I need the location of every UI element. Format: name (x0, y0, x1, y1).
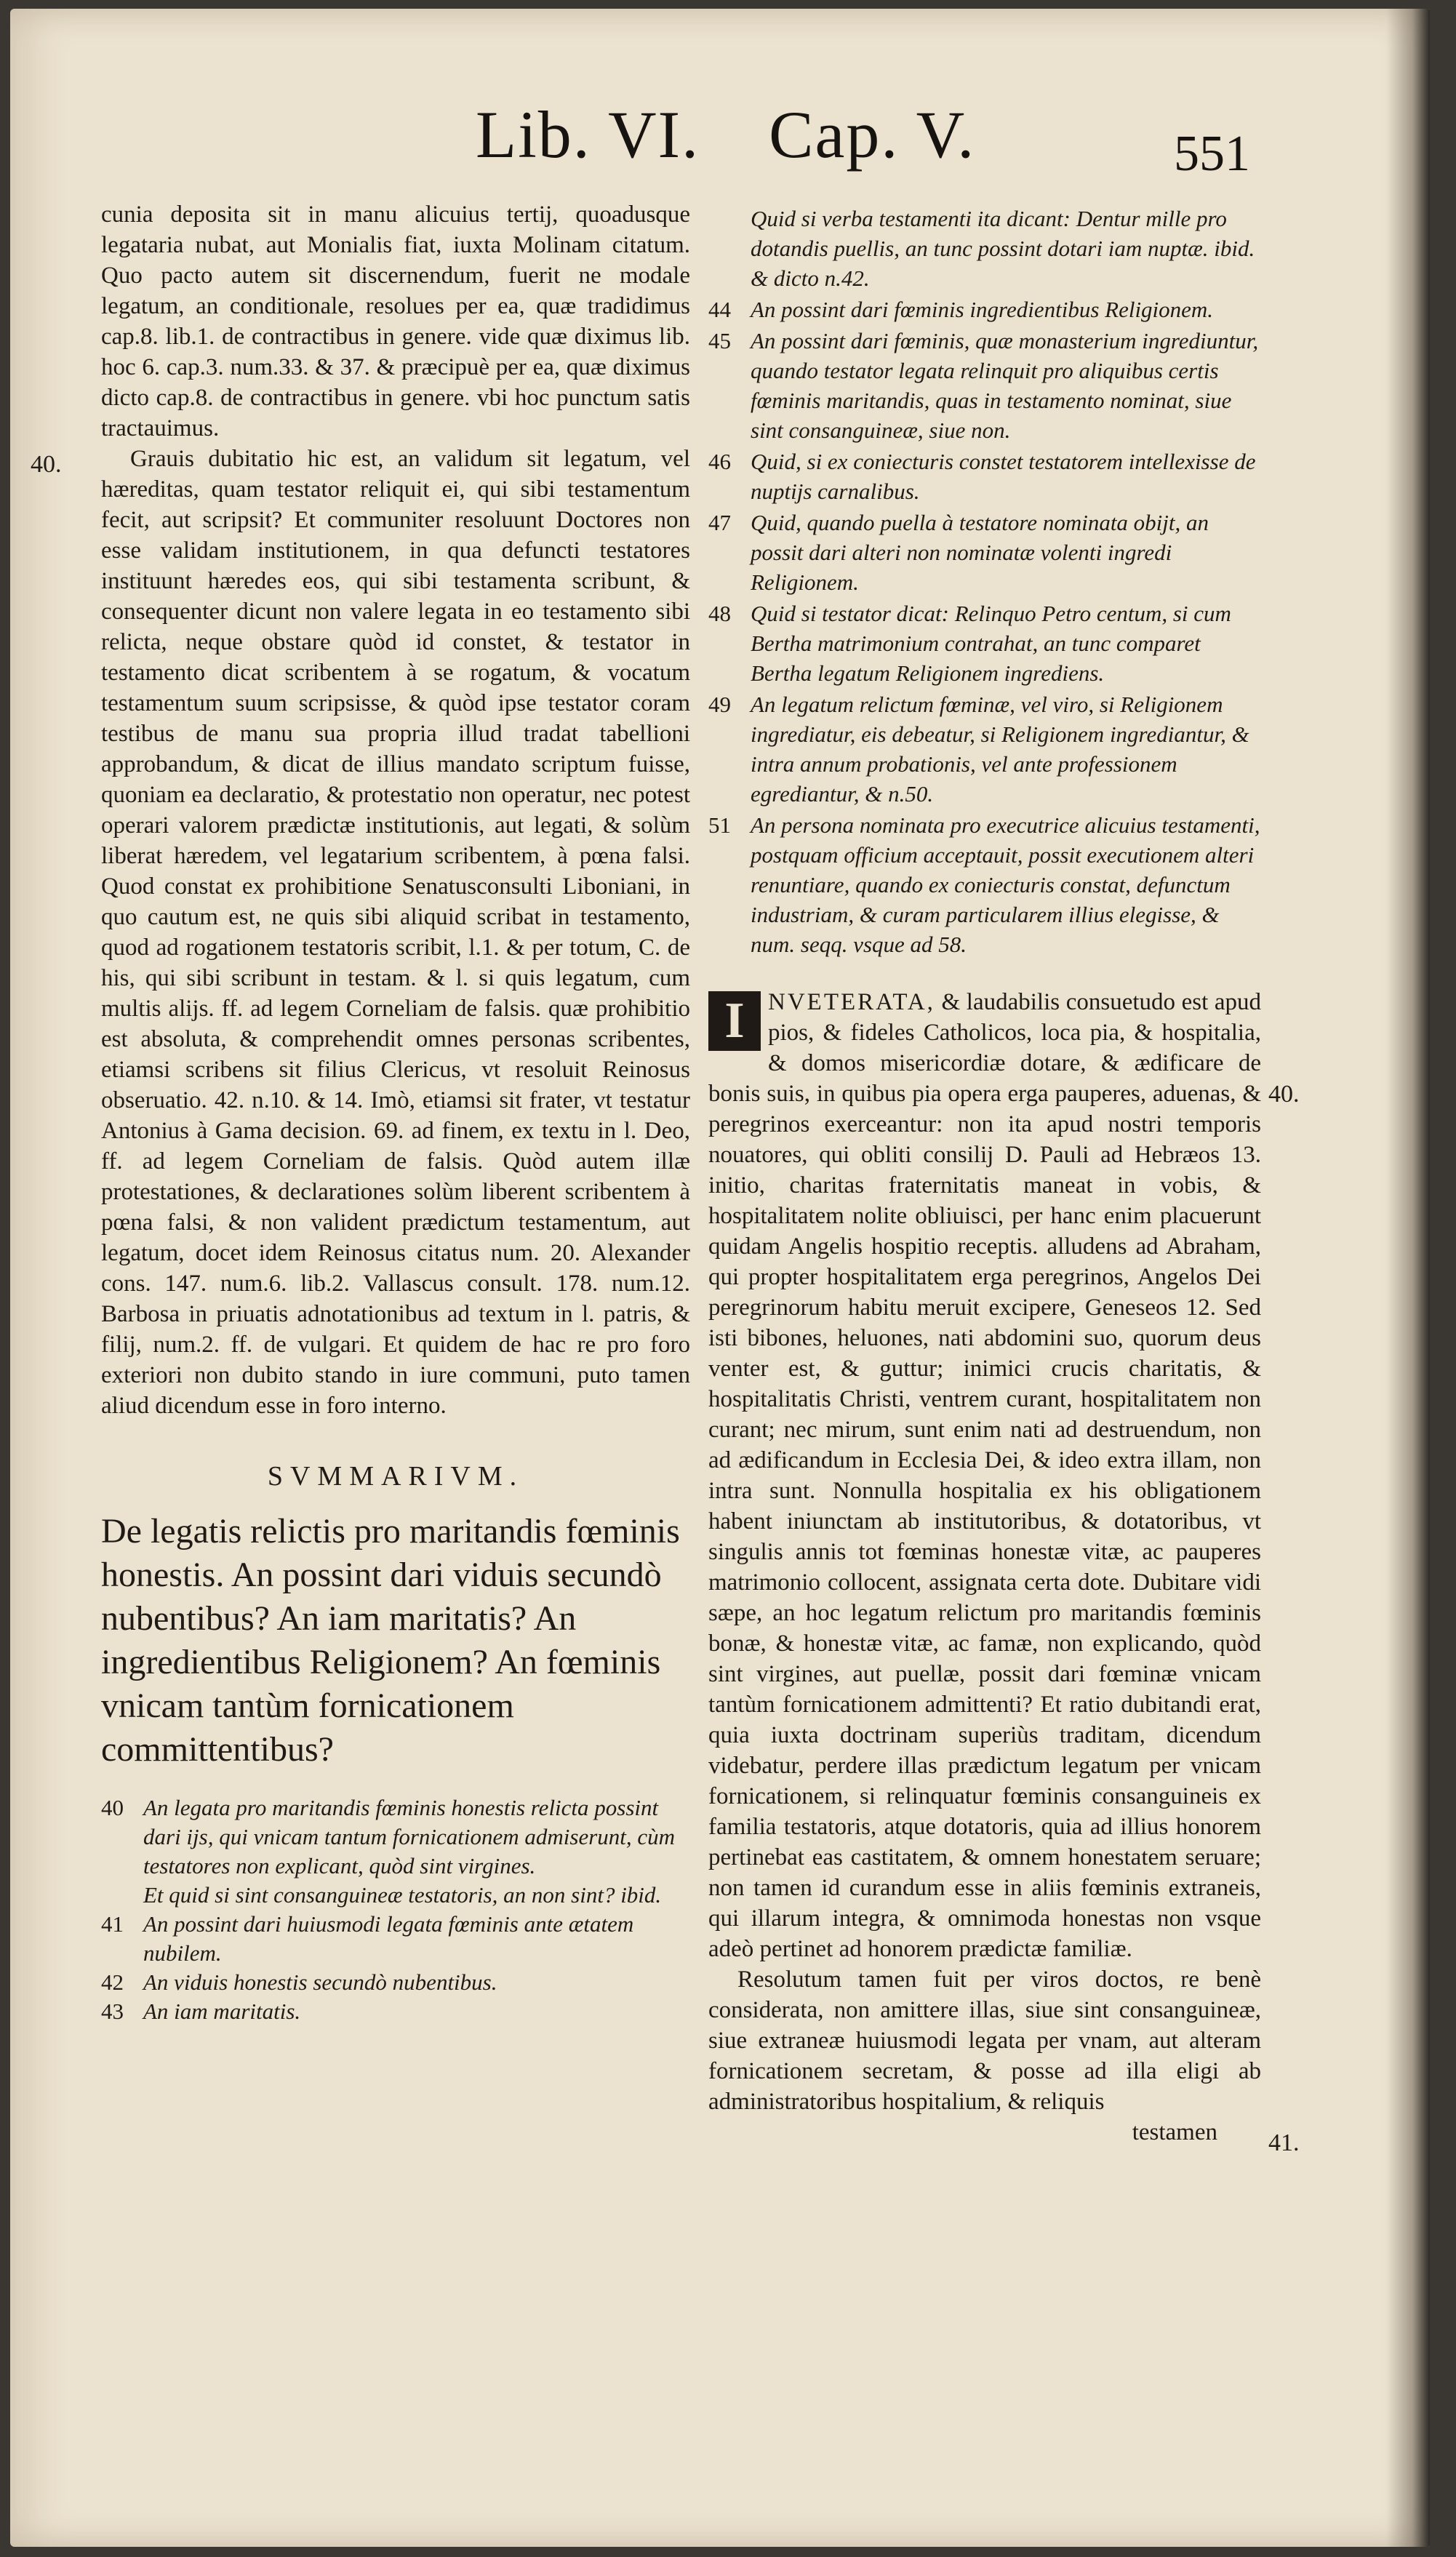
running-header (476, 96, 975, 173)
left-paragraph-2: Grauis dubitatio hic est, an validum sit legatum, vel hæreditas, quam testator reliquit ei, qui sibi testamentum fecit, aut scripsit? Et communiter resoluunt Doctores non esse validam institutionem, in qua defuncti testatores instituunt hæredes eos, qui sibi testamenta scribunt, & consequenter dicunt non valere legata in eo testamento sibi relicta, neque obstare quòd id constet, & testator in testamento dicat scribentem à se rogatum, & vocatum testamentum suum scripsisse, & quòd ipse testator coram testibus de manu sua propria illud tradat tabellioni approbandum, & dicat de illius mandato scriptum fuisse, quoniam ea declaratio, & protestatio non operatur, nec potest operari valorem prædictæ institutionis, aut legati, & solùm liberat hæredem, vel legatarium scribentem, à pœna falsi. Quod constat ex prohibitione Senatusconsulti Liboniani, in quo cautum est, ne quis sibi aliquid scribat in testamento, quod ad rogationem testatoris scribit, l.1. & per totum, C. de his, qui sibi scribunt in testam. & l. si quis legatum, cum multis alijs. ff. ad legem Corneliam de falsis. quæ prohibitio est absoluta, & comprehendit omnes personas scribentes, etiamsi scribens sit filius Clericus, vt resoluit Reinosus obseruatio. 42. n.10. & 14. Imò, etiamsi sit frater, vt testatur Antonius à Gama decision. 69. ad finem, ex textu in l. Deo, ff. ad legem Corneliam de falsis. Quòd autem illæ protestationes, & declarationes solùm liberent scribentem à pœna falsi, & non valident prædictum testamentum, aut legatum, docet idem Reinosus citatus num. 20. Alexander cons. 147. num.6. lib.2. Vallascus consult. 178. num.12. Barbosa in priuatis adnotationibus ad textum in l. patris, & filij, num.2. ff. de vulgari. Et quidem de hac re pro foro exteriori non dubito stando in iure communi, puto tamen aliud dicendum esse in foro interno. (101, 446, 690, 1419)
summary-item: 51 An persona nominata pro executrice alicuius testamenti, postquam officium acceptauit, possit executionem alteri renuntiare, quando ex coniecturis constat, defunctum industriam, & curam particularem illius elegisse, & num. seqq. vsque ad 58. (708, 812, 1260, 957)
summary-item: 40 An legata pro maritandis fœminis honestis relicta possint dari ijs, qui vnicam tantum fornicationem admiserunt, cùm testatores non explicant, quòd sint virgines. (101, 1795, 676, 1878)
margin-number-right-41: 41. (1268, 2129, 1300, 2156)
summary-text: De legatis relictis pro maritandis fœminis honestis. An possint dari viduis secundò nubentibus? An iam maritatis? An ingredientibus Religionem? An fœminis vnicam tantùm fornicationem committentibus? (101, 1512, 680, 1769)
margin-number-left-40: 40. (31, 451, 62, 478)
chapter-label: Cap. V. (769, 97, 976, 172)
book-page (10, 9, 1430, 2547)
chapter-body-paragraph-1: I NVETERATA, & laudabilis consuetudo est apud pios, & fideles Catholicos, loca pia, & hospitalia, & domos misericordiæ dotare, & ædificare de bonis suis, in quibus pia opera erga pauperes, aduenas, & peregrinos exerceantur: non ita apud nostri temporis nouatores, qui obliti consilij D. Pauli ad Hebræos 13. initio, charitas fraternitatis maneat in vobis, & hospitalitatem nolite obliuisci, per hanc enim placuerunt quidam Angelis hospitio receptis. alludens ad Abraham, qui propter hospitalitatem erga peregrinos, Angelos Dei peregrinorum habitu meruit excipere, Geneseos 12. Sed isti bibones, heluones, nati abdomini suo, quorum deus venter est, & guttur; inimici crucis charitatis, & hospitalitatis Christi, ventrem curant, hospitalitatem non curant; nec mirum, sunt enim nati ad destruendum, non ad ædificandum in Ecclesia Dei, & ideo extra illam, non intra sunt. Nonnulla hospitalia ex his obligationem habent iniunctam ab institutoribus, & dotatoribus, vt singulis annis tot fœminas honestæ vitæ, ac pauperes matrimonio collocent, assignata certa dote. Dubitare vidi sæpe, an hoc legatum relictum pro maritandis fœminis bonæ, & honestæ vitæ, ac famæ, non explicando, quòd sint virgines, aut puellæ, possit dari fœminæ vnicam tantùm fornicationem admittenti? Et ratio dubitandi erat, quia iuxta doctrinam superiùs traditam, dicendum videbatur, perdere illas prædictum legatum per vnicam fornicationem, si relinquatur fœminis consanguineis ex familia testatoris, atque dotatoris, quia ad illius honorem pertinebat eas castitatem, & omnem honestatem seruare; non tamen id curandum esse in aliis fœminis extraneis, qui illarum integra, & omnimoda honestas non vsque adeò pertinet ad honorem prædictæ familiæ. (708, 989, 1262, 1962)
drop-cap-initial: I (708, 991, 761, 1051)
summary-item: 48 Quid si testator dicat: Relinquo Petro centum, si cum Bertha matrimonium contrahat, an tunc comparet Bertha legatum Religionem ingrediens. (708, 601, 1231, 686)
left-paragraph-1: cunia deposita sit in manu alicuius tertij, quoadusque legataria nubat, aut Monialis fiat, iuxta Molinam citatum. Quo pacto autem sit discernendum, fuerit ne modale legatum, an conditionale, resolues per ea, quæ tradidimus cap.8. lib.1. de contractibus in genere. vide quæ diximus lib. hoc 6. cap.3. num.33. & 37. & præcipuè per ea, quæ diximus dicto cap.8. de contractibus in genere. vbi hoc punctum satis tractauimus. (101, 201, 690, 441)
summary-list (101, 1793, 690, 2026)
lead-word: NVETERATA, (768, 989, 935, 1015)
book-label: Lib. VI. (476, 97, 700, 172)
summary-item-continued: Quid si verba testamenti ita dicant: Dentur mille pro dotandis puellis, an tunc possint dotari iam nuptæ. ibid. & dicto n.42. (751, 206, 1255, 291)
page-gutter (1386, 9, 1430, 2547)
summary-item: 41 An possint dari huiusmodi legata fœminis ante ætatem nubilem. (101, 1911, 634, 1966)
page-number: 551 (1174, 126, 1250, 182)
margin-number-right-40: 40. (1268, 1081, 1300, 1108)
right-column (708, 204, 1261, 2148)
summary-item: 47 Quid, quando puella à testatore nominata obijt, an possit dari alteri non nominatæ volenti ingredi Religionem. (708, 510, 1209, 595)
summary-item: 43 An iam maritatis. (101, 1998, 301, 2024)
summary-item: 46 Quid, si ex coniecturis constet testatorem intellexisse de nuptijs carnalibus. (708, 449, 1256, 504)
summary-item: 44 An possint dari fœminis ingredientibus Religionem. (708, 297, 1214, 322)
summary-item: 42 An viduis honestis secundò nubentibus. (101, 1969, 497, 1995)
left-column (101, 199, 690, 2026)
summary-item: 45 An possint dari fœminis, quæ monasterium ingrediuntur, quando testator legata relinquit pro aliquibus certis fœminis maritandis, quas in testamento nominat, siue sint consanguineæ, siue non. (708, 328, 1259, 443)
summary-item: 49 An legatum relictum fœminæ, vel viro, si Religionem ingrediatur, eis debeatur, si Religionem ingrediantur, & intra annum probationis, vel ante professionem egrediantur, & n.50. (708, 692, 1249, 807)
chapter-body-paragraph-2: Resolutum tamen fuit per viros doctos, re benè considerata, non amittere illas, siue sint consanguineæ, siue extraneæ huiusmodi legata per vnam, aut alteram fornicationem secretam, & posse ad illa eligi ab administratoribus hospitalium, & reliquis (708, 1966, 1261, 2115)
catchword: testamen (1132, 2119, 1217, 2145)
summary-item: Et quid si sint consanguineæ testatoris, an non sint? ibid. (143, 1882, 662, 1908)
summary-heading: SVMMARIVM. (267, 1461, 524, 1492)
